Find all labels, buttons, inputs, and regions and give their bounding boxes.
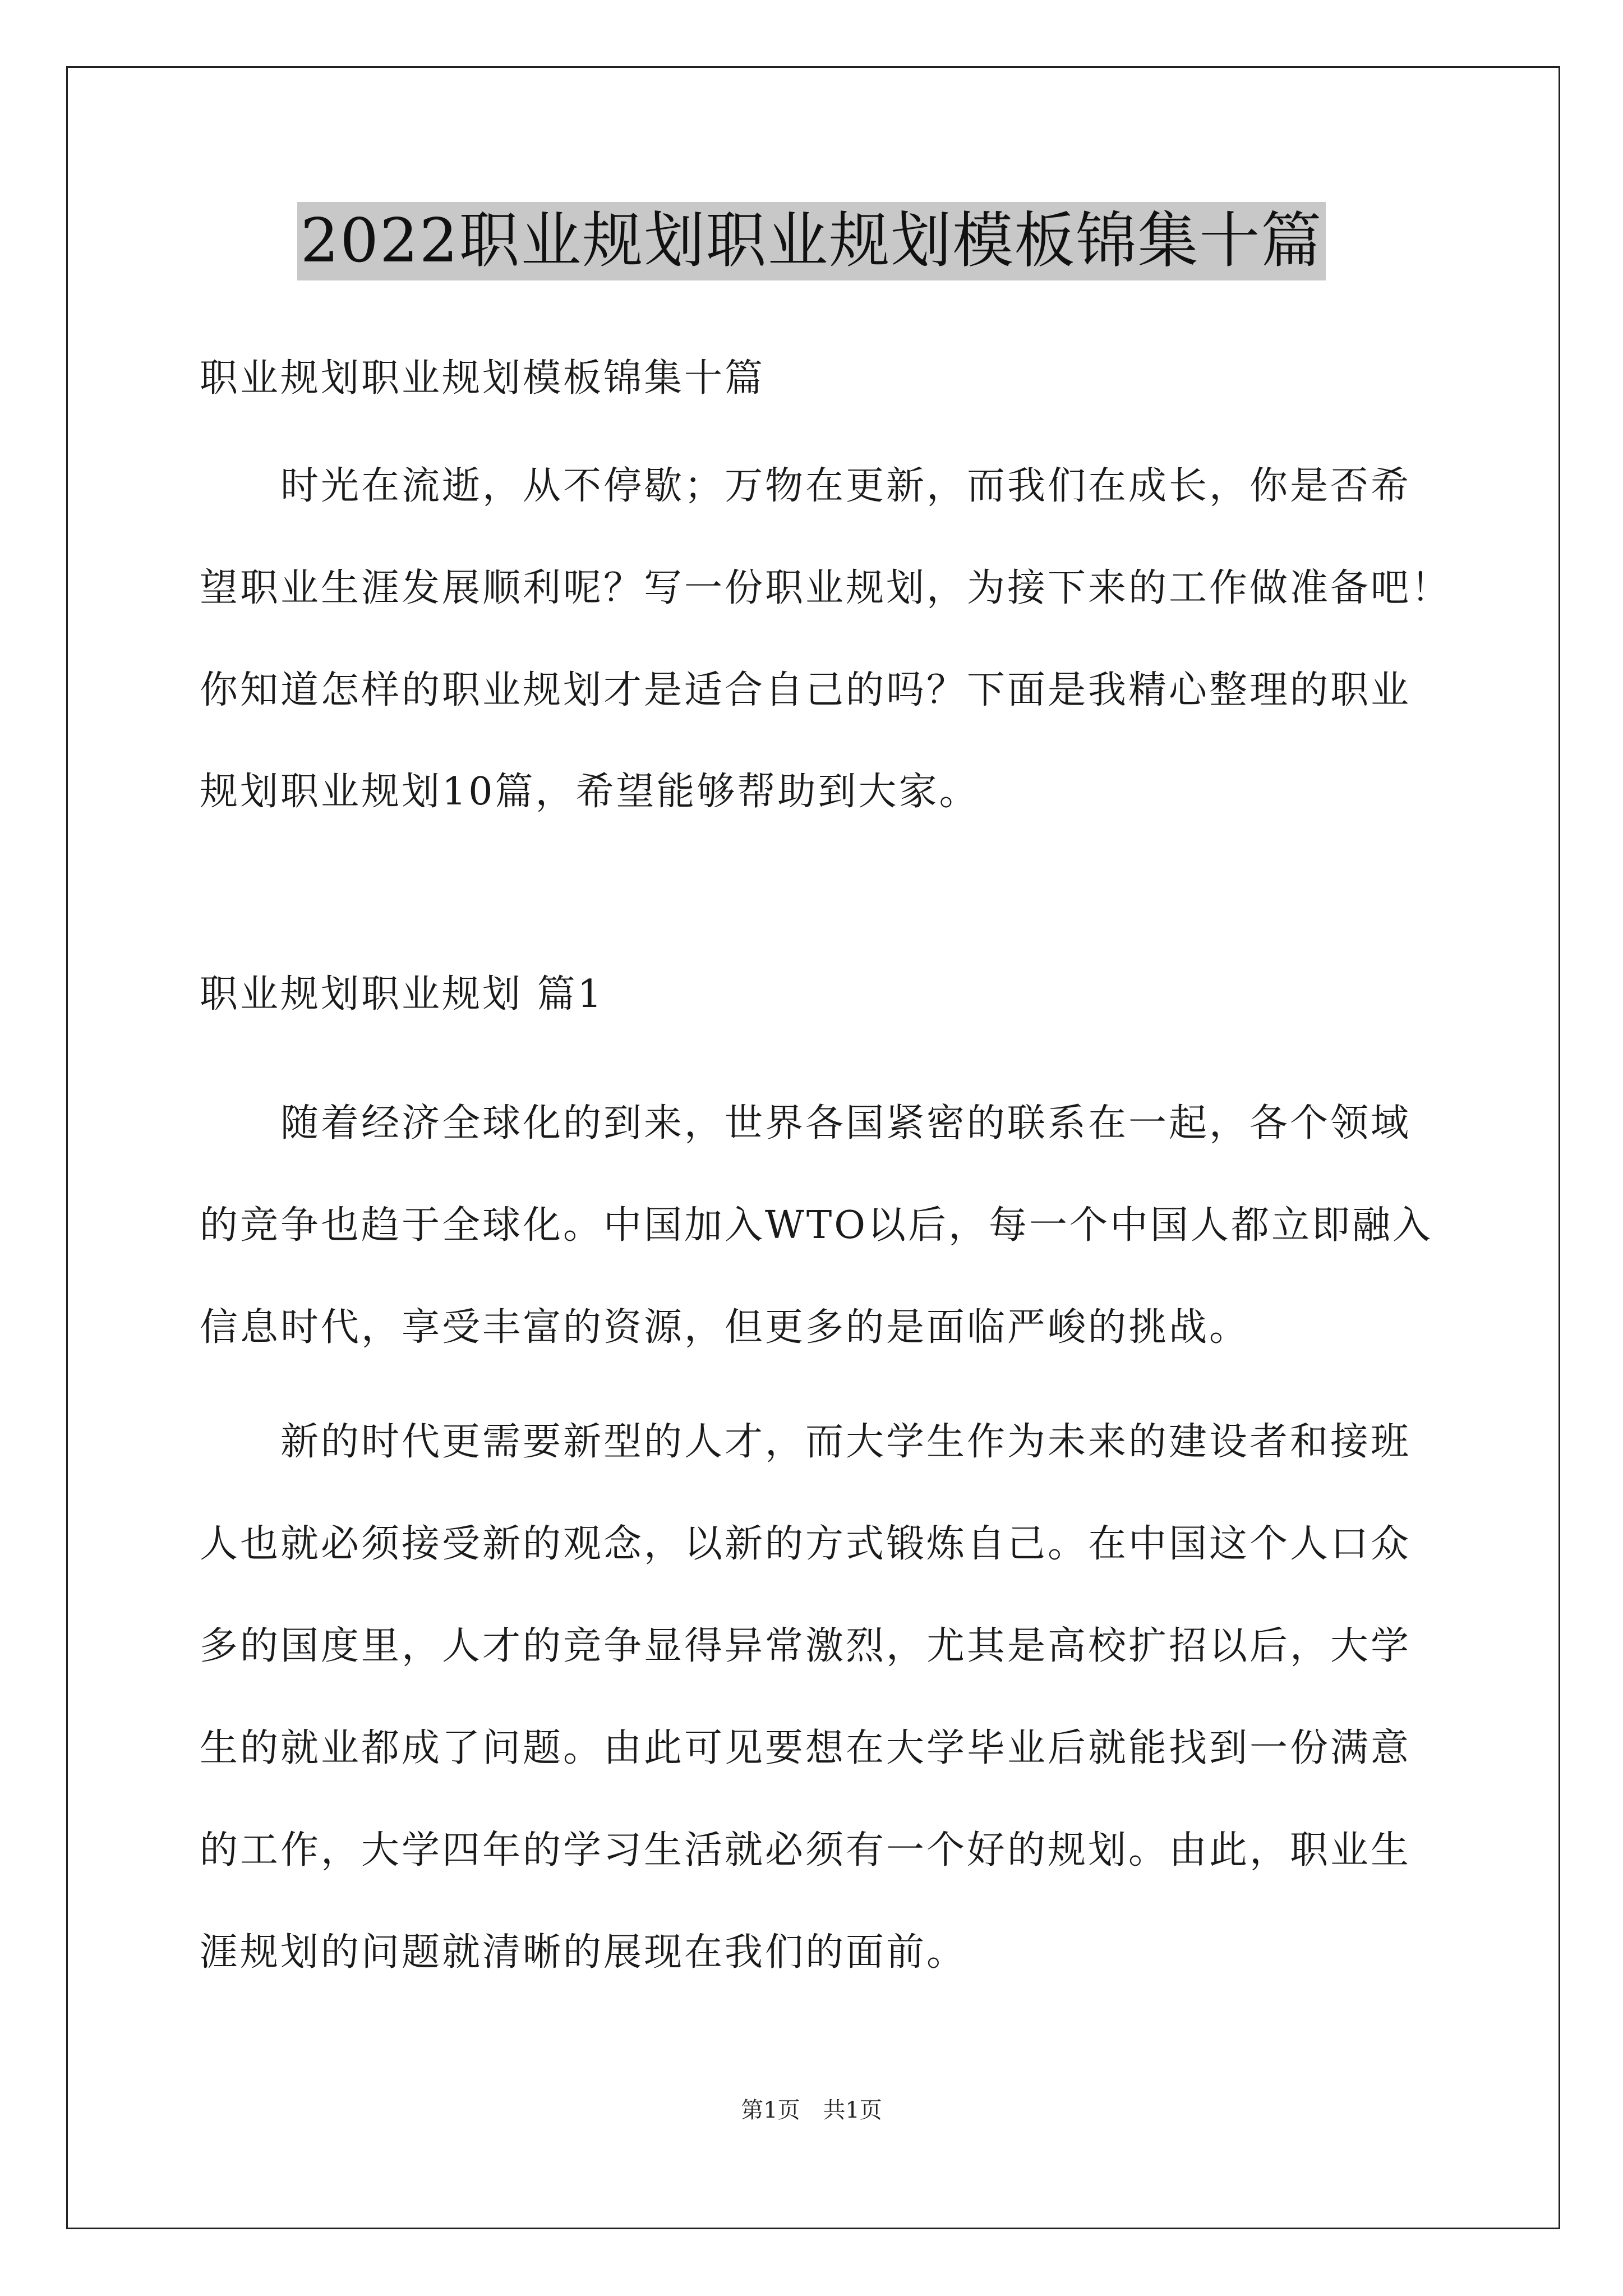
paragraph2-line: 涯规划的问题就清晰的展现在我们的面前。 bbox=[200, 1930, 967, 1975]
intro-line: 你知道怎样的职业规划才是适合自己的吗？下面是我精心整理的职业 bbox=[200, 668, 1412, 712]
paragraph1-line: 的竞争也趋于全球化。中国加入WTO以后，每一个中国人都立即融入 bbox=[200, 1203, 1433, 1248]
paragraph2-line: 新的时代更需要新型的人才，而大学生作为未来的建设者和接班 bbox=[280, 1420, 1412, 1464]
document-title: 2022职业规划职业规划模板锦集十篇 bbox=[297, 202, 1326, 280]
intro-line: 望职业生涯发展顺利呢？写一份职业规划，为接下来的工作做准备吧！ bbox=[200, 566, 1452, 610]
intro-line: 规划职业规划10篇，希望能够帮助到大家。 bbox=[200, 770, 980, 814]
section-heading: 职业规划职业规划 篇1 bbox=[200, 972, 604, 1016]
paragraph1-line: 信息时代，享受丰富的资源，但更多的是面临严峻的挑战。 bbox=[200, 1305, 1250, 1350]
page-number-total: 共1页 bbox=[823, 2097, 882, 2123]
document-subtitle: 职业规划职业规划模板锦集十篇 bbox=[200, 356, 766, 401]
paragraph2-line: 人也就必须接受新的观念，以新的方式锻炼自己。在中国这个人口众 bbox=[200, 1522, 1412, 1566]
paragraph1-line: 随着经济全球化的到来，世界各国紧密的联系在一起，各个领域 bbox=[280, 1101, 1412, 1145]
paragraph2-line: 生的就业都成了问题。由此可见要想在大学毕业后就能找到一份满意 bbox=[200, 1726, 1412, 1770]
page-number-current: 第1页 bbox=[741, 2097, 800, 2123]
paragraph2-line: 多的国度里，人才的竞争显得异常激烈，尤其是高校扩招以后，大学 bbox=[200, 1624, 1412, 1668]
page-footer bbox=[0, 2093, 1623, 2127]
title-container bbox=[0, 202, 1623, 280]
paragraph2-line: 的工作，大学四年的学习生活就必须有一个好的规划。由此，职业生 bbox=[200, 1828, 1412, 1872]
intro-line: 时光在流逝，从不停歇；万物在更新，而我们在成长，你是否希 bbox=[280, 464, 1412, 508]
